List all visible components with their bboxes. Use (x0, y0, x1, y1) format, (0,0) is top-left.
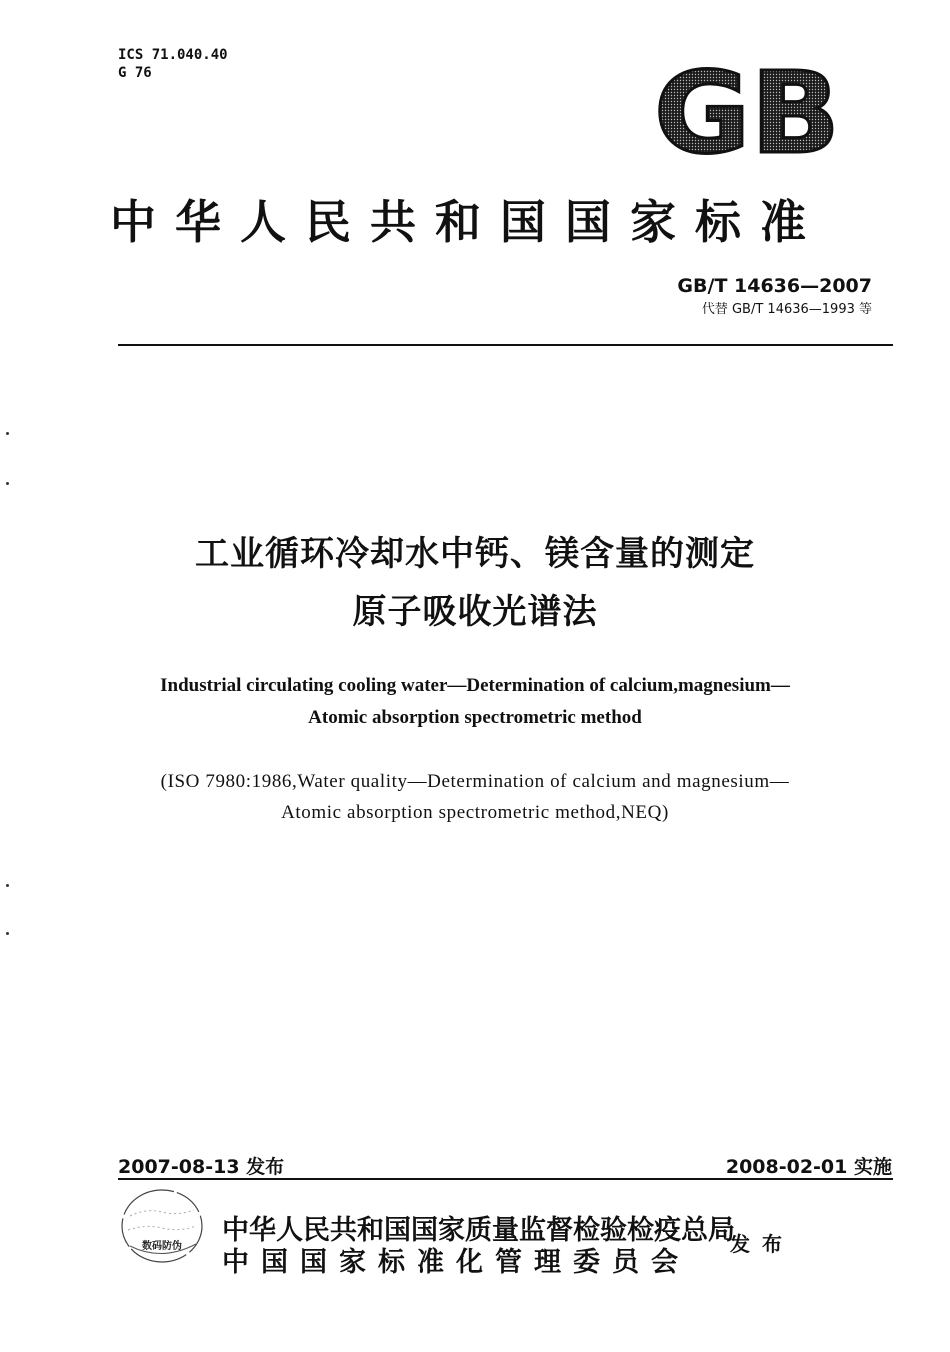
issuer-aqsiq: 中华人民共和国国家质量监督检验检疫总局 (222, 1215, 735, 1246)
scan-mark (6, 884, 9, 887)
gb-logo-text: GB (654, 58, 840, 158)
gb-logo (652, 58, 842, 162)
header-divider (118, 344, 893, 346)
en-title-line1: Industrial circulating cooling water—Determination of calcium,magnesium— (160, 675, 790, 696)
iso-reference-line1: (ISO 7980:1986,Water quality—Determination of calcium and magnesium— (160, 771, 790, 792)
issuer-sac: 中国国家标准化管理委员会 (222, 1247, 690, 1278)
publish-label: 发布 (730, 1232, 794, 1256)
anti-counterfeit-seal (116, 1186, 212, 1274)
standard-code: GB/T 14636—2007 (677, 275, 872, 297)
cn-title-line2: 原子吸收光谱法 (352, 592, 598, 632)
issue-date: 2007-08-13 发布 (118, 1156, 285, 1178)
scan-mark (6, 932, 9, 935)
standard-replaces: 代替 GB/T 14636—1993 等 (701, 302, 872, 317)
scan-mark (6, 482, 9, 485)
iso-reference-line2: Atomic absorption spectrometric method,NEQ) (281, 802, 669, 823)
standard-category-title: 中华人民共和国国家标准 (110, 195, 825, 249)
seal-label: 数码防伪 (142, 1241, 182, 1252)
footer-divider (118, 1178, 893, 1180)
gb-logo-icon (652, 58, 842, 158)
implementation-date: 2008-02-01 实施 (725, 1156, 892, 1178)
ics-code: ICS 71.040.40 (118, 47, 228, 63)
ics-classification (118, 46, 228, 82)
en-title-line2: Atomic absorption spectrometric method (308, 707, 642, 728)
scan-mark (6, 432, 9, 435)
class-code: G 76 (118, 65, 152, 81)
cn-title-line1: 工业循环冷却水中钙、镁含量的测定 (195, 534, 755, 574)
seal-icon (116, 1186, 212, 1270)
